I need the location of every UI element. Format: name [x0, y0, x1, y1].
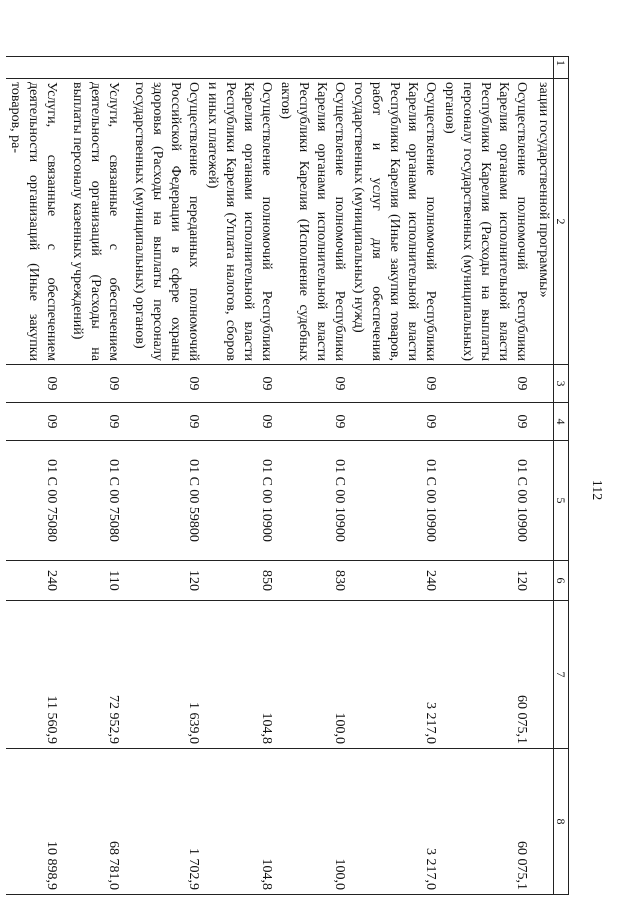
- row-number-cell: [350, 57, 441, 79]
- column-number: 1: [554, 57, 569, 79]
- column-number: 6: [554, 561, 569, 601]
- table-row: [350, 57, 441, 895]
- section-code: 09: [7, 365, 62, 403]
- expense-type-code: 830: [277, 561, 350, 601]
- subsection-code: 09: [124, 403, 204, 441]
- table-row: [277, 57, 350, 895]
- subsection-code: 09: [62, 403, 124, 441]
- section-code: 09: [62, 365, 124, 403]
- expense-name: Услуги, связанные с обеспечением деятельности организаций (Расходы на выплаты персоналу казенных учреждений): [62, 79, 124, 365]
- table-row: [124, 57, 204, 895]
- expense-name: Осуществление переданных полномочий Российской Федерации в сфере охраны здоровья (Расходы на выплаты персоналу государственных (муниципальных) органов): [124, 79, 204, 365]
- row-number-cell: [62, 57, 124, 79]
- subsection-code: 09: [204, 403, 277, 441]
- amount-year-2: 68 781,0: [62, 749, 124, 895]
- target-article-code: [532, 441, 554, 561]
- table-row: [204, 57, 277, 895]
- column-number: 8: [554, 749, 569, 895]
- amount-year-2: 60 075,1: [441, 749, 532, 895]
- expense-name: Услуги, связанные с обеспечением деятельности организаций (Иные закупки товаров, ра-: [7, 79, 62, 365]
- row-number-cell: [124, 57, 204, 79]
- expense-name: зации государственной программы»: [532, 79, 554, 365]
- expense-name: Осуществление полномочий Республики Карелия органами исполнительной власти Республики Карелия (Исполнение судебных актов): [277, 79, 350, 365]
- section-code: 09: [441, 365, 532, 403]
- expense-type-code: [532, 561, 554, 601]
- amount-year-1: 11 560,9: [7, 601, 62, 749]
- amount-year-1: 1 639,0: [124, 601, 204, 749]
- budget-table-sheet: [8, 56, 569, 894]
- section-code: 09: [124, 365, 204, 403]
- subsection-code: 09: [7, 403, 62, 441]
- target-article-code: 01 С 00 10900: [441, 441, 532, 561]
- subsection-code: 09: [441, 403, 532, 441]
- amount-year-2: 3 217,0: [350, 749, 441, 895]
- budget-table: [7, 56, 570, 895]
- amount-year-2: 10 898,9: [7, 749, 62, 895]
- amount-year-1: [532, 601, 554, 749]
- target-article-code: 01 С 00 59800: [124, 441, 204, 561]
- amount-year-1: 104,8: [204, 601, 277, 749]
- column-number-row: [554, 57, 569, 895]
- expense-type-code: 850: [204, 561, 277, 601]
- section-code: 09: [350, 365, 441, 403]
- expense-type-code: 120: [124, 561, 204, 601]
- subsection-code: 09: [277, 403, 350, 441]
- table-row: [7, 57, 62, 895]
- amount-year-1: 3 217,0: [350, 601, 441, 749]
- target-article-code: 01 С 00 10900: [350, 441, 441, 561]
- subsection-code: 09: [350, 403, 441, 441]
- expense-name: Осуществление полномочий Республики Карелия органами исполнительной власти Республики Карелия (Уплата налогов, сборов и иных платежей): [204, 79, 277, 365]
- row-number-cell: [277, 57, 350, 79]
- amount-year-2: 100,0: [277, 749, 350, 895]
- table-row: [62, 57, 124, 895]
- expense-type-code: 120: [441, 561, 532, 601]
- amount-year-2: 104,8: [204, 749, 277, 895]
- expense-type-code: 240: [350, 561, 441, 601]
- amount-year-1: 72 952,9: [62, 601, 124, 749]
- column-number: 2: [554, 79, 569, 365]
- row-number-cell: [7, 57, 62, 79]
- table-row: [532, 57, 554, 895]
- expense-name: Осуществление полномочий Республики Карелия органами исполнительной власти Республики Карелия (Расходы на выплаты персоналу государственных (муниципальных) органов): [441, 79, 532, 365]
- column-number: 5: [554, 441, 569, 561]
- row-number-cell: [441, 57, 532, 79]
- target-article-code: 01 С 00 10900: [277, 441, 350, 561]
- target-article-code: 01 С 00 10900: [204, 441, 277, 561]
- target-article-code: 01 С 00 75080: [7, 441, 62, 561]
- row-number-cell: [532, 57, 554, 79]
- column-number: 3: [554, 365, 569, 403]
- page-number: 112: [589, 479, 604, 501]
- amount-year-1: 60 075,1: [441, 601, 532, 749]
- table-row: [441, 57, 532, 895]
- section-code: 09: [277, 365, 350, 403]
- section-code: [532, 365, 554, 403]
- section-code: 09: [204, 365, 277, 403]
- subsection-code: [532, 403, 554, 441]
- column-number: 7: [554, 601, 569, 749]
- row-number-cell: [204, 57, 277, 79]
- expense-name: Осуществление полномочий Республики Карелия органами исполнительной власти Республики Карелия (Иные закупки товаров, работ и услуг для обеспечения государственных (муниципальных) нужд): [350, 79, 441, 365]
- expense-type-code: 110: [62, 561, 124, 601]
- target-article-code: 01 С 00 75080: [62, 441, 124, 561]
- amount-year-2: [532, 749, 554, 895]
- amount-year-2: 1 702,9: [124, 749, 204, 895]
- column-number: 4: [554, 403, 569, 441]
- expense-type-code: 240: [7, 561, 62, 601]
- amount-year-1: 100,0: [277, 601, 350, 749]
